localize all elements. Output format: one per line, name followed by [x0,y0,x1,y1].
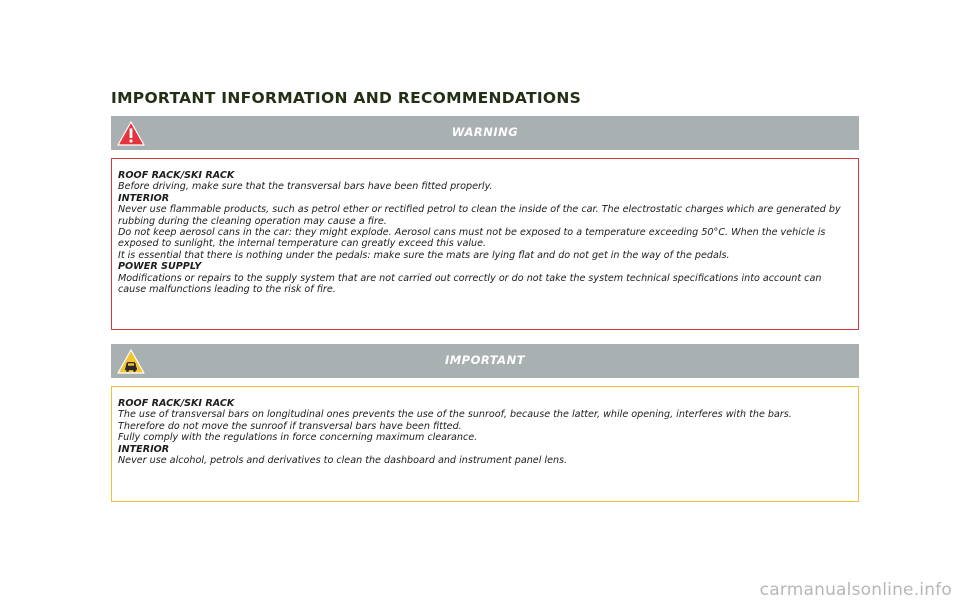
warning-header [111,116,859,150]
warning-label: WARNING [451,125,519,139]
paragraph: The use of transversal bars on longitudinal ones prevents the use of the sunroof, because the latter, while opening, interferes with the bars. [118,409,792,421]
important-body [111,386,859,502]
important-label: IMPORTANT [444,353,526,367]
paragraph: Do not keep aerosol cans in the car: they might explode. Aerosol cans must not be exposed to a temperature exceeding 50°C. When the vehicle is exposed to sunlight, the internal temperature can greatly exceed this value. [118,227,826,250]
section-heading: INTERIOR [118,192,170,204]
paragraph: Never use flammable products, such as petrol ether or rectified petrol to clean the inside of the car. The electrostatic charges which are generated by rubbing during the cleaning operation may cause a fire. [118,204,841,227]
section-heading: INTERIOR [118,443,170,455]
section-heading: ROOF RACK/SKI RACK [118,170,235,181]
warning-body [111,158,859,330]
paragraph: Therefore do not move the sunroof if transversal bars have been fitted. [118,420,462,432]
important-header [111,344,859,378]
paragraph: Fully comply with the regulations in force concerning maximum clearance. [118,432,478,444]
watermark: carmanualsonline.info [759,580,952,600]
page-title: IMPORTANT INFORMATION AND RECOMMENDATIONS [111,89,582,107]
section-heading: POWER SUPPLY [118,261,202,273]
paragraph: It is essential that there is nothing under the pedals: make sure the mats are lying flat and do not get in the way of the pedals. [118,249,730,261]
paragraph: Before driving, make sure that the transversal bars have been fitted properly. [118,181,493,193]
section-heading: ROOF RACK/SKI RACK [118,398,235,409]
paragraph: Never use alcohol, petrols and derivatives to clean the dashboard and instrument panel lens. [118,455,568,467]
paragraph: Modifications or repairs to the supply system that are not carried out correctly or do not take the system technical specifications into account can cause malfunctions leading to the risk of fire. [118,272,822,296]
